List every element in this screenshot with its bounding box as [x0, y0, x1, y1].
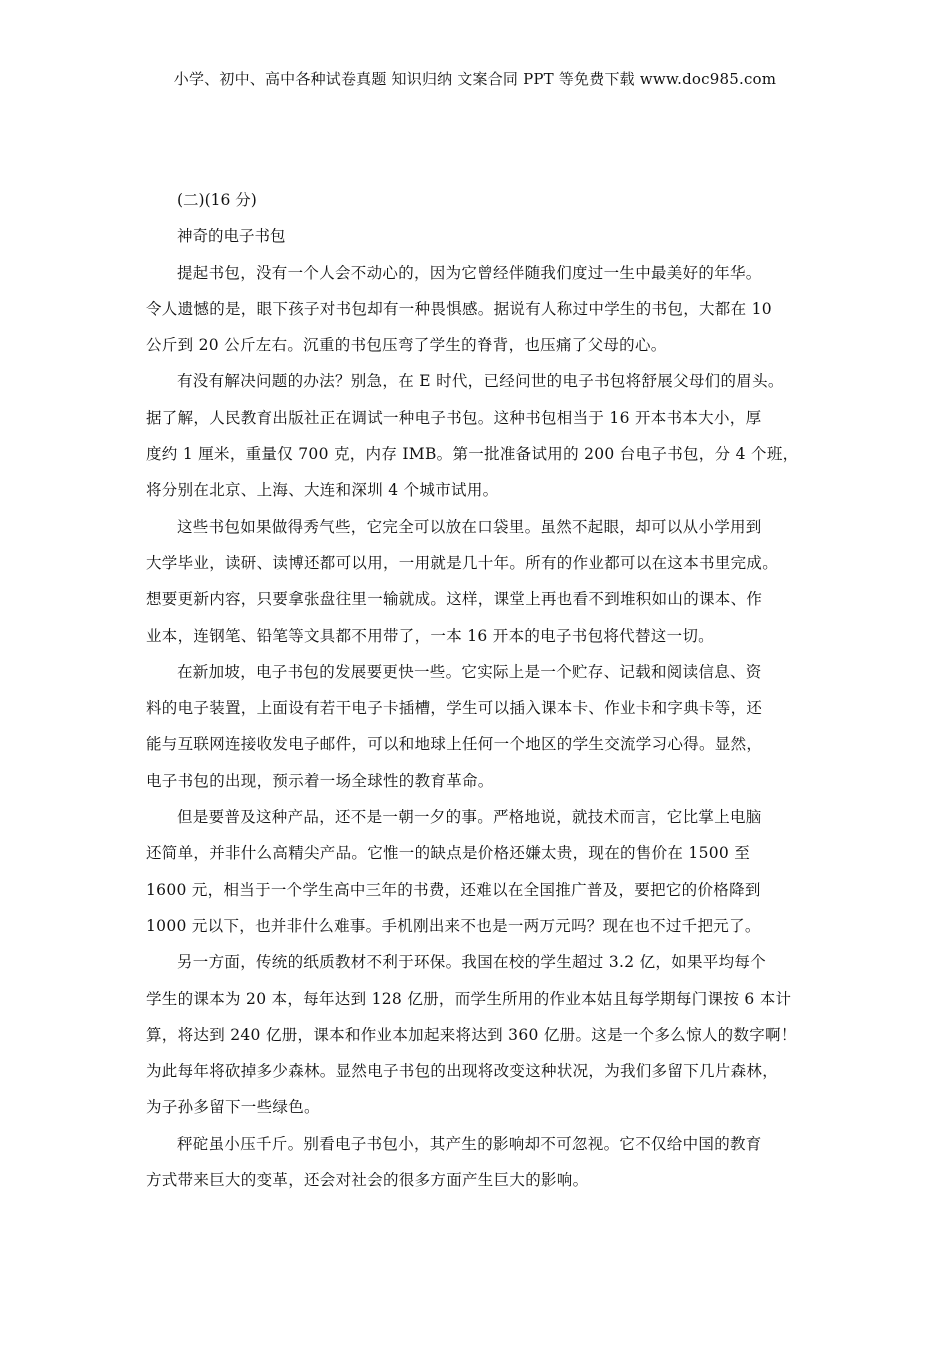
- paragraph: [146, 363, 818, 508]
- paragraph-line: 有没有解决问题的办法？别急，在 E 时代，已经问世的电子书包将舒展父母们的眉头。: [177, 372, 784, 391]
- paragraph-line: 令人遗憾的是，眼下孩子对书包却有一种畏惧感。据说有人称过中学生的书包，大都在 10: [146, 299, 772, 318]
- paragraph-line: 1600 元，相当于一个学生高中三年的书费，还难以在全国推广普及，要把它的价格降到: [146, 880, 761, 899]
- paragraph-line: 为子孙多留下一些绿色。: [146, 1098, 320, 1117]
- paragraph-line: 能与互联网连接收发电子邮件，可以和地球上任何一个地区的学生交流学习心得。显然，: [146, 735, 763, 754]
- paragraph-line: 想要更新内容，只要拿张盘往里一输就成。这样，课堂上再也看不到堆积如山的课本、作: [146, 590, 763, 609]
- document-body: [146, 182, 818, 1198]
- paragraph-line: 料的电子装置，上面设有若干电子卡插槽，学生可以插入课本卡、作业卡和字典卡等，还: [146, 699, 763, 718]
- paragraph-line: 这些书包如果做得秀气些，它完全可以放在口袋里。虽然不起眼，却可以从小学用到: [177, 517, 762, 536]
- paragraph: [146, 654, 818, 799]
- paragraph: [146, 1126, 818, 1199]
- paragraph-line: 另一方面，传统的纸质教材不利于环保。我国在校的学生超过 3.2 亿，如果平均每个: [177, 953, 767, 972]
- paragraph-line: 1000 元以下，也并非什么难事。手机刚出来不也是一两万元吗？现在也不过千把元了。: [146, 916, 761, 935]
- paragraph-line: 提起书包，没有一个人会不动心的，因为它曾经伴随我们度过一生中最美好的年华。: [177, 263, 762, 282]
- paragraph-line: 秤砣虽小压千斤。别看电子书包小，其产生的影响却不可忽视。它不仅给中国的教育: [177, 1134, 762, 1153]
- paragraph-line: 但是要普及这种产品，还不是一朝一夕的事。严格地说，就技术而言，它比掌上电脑: [177, 808, 762, 827]
- paragraph-line: 公斤到 20 公斤左右。沉重的书包压弯了学生的脊背，也压痛了父母的心。: [146, 336, 667, 355]
- paragraph-line: 业本，连钢笔、铅笔等文具都不用带了，一本 16 开本的电子书包将代替这一切。: [146, 626, 714, 645]
- paragraph-line: 算，将达到 240 亿册，课本和作业本加起来将达到 360 亿册。这是一个多么惊人的数字啊！: [146, 1025, 797, 1044]
- section-label: (二)(16 分): [177, 191, 257, 209]
- paragraph: [146, 255, 818, 364]
- article-title: 神奇的电子书包: [177, 227, 286, 246]
- paragraph-line: 为此每年将砍掉多少森林。显然电子书包的出现将改变这种状况，为我们多留下几片森林，: [146, 1062, 779, 1081]
- paragraph-line: 将分别在北京、上海、大连和深圳 4 个城市试用。: [146, 481, 499, 500]
- paragraph-line: 度约 1 厘米，重量仅 700 克，内存 IMB。第一批准备试用的 200 台电子书包，分 4 个班，: [146, 445, 799, 464]
- paragraph-line: 在新加坡，电子书包的发展要更快一些。它实际上是一个贮存、记载和阅读信息、资: [177, 662, 762, 681]
- paragraph-line: 还简单，并非什么高精尖产品。它惟一的缺点是价格还嫌太贵，现在的售价在 1500 至: [146, 844, 751, 863]
- paragraph-line: 学生的课本为 20 本，每年达到 128 亿册，而学生所用的作业本姑且每学期每门课按 6 本计: [146, 989, 792, 1008]
- page-header: 小学、初中、高中各种试卷真题 知识归纳 文案合同 PPT 等免费下载 www.doc985.com: [173, 70, 777, 88]
- paragraph-line: 大学毕业，读研、读博还都可以用，一用就是几十年。所有的作业都可以在这本书里完成。: [146, 553, 779, 572]
- paragraph-line: 方式带来巨大的变革，还会对社会的很多方面产生巨大的影响。: [146, 1171, 589, 1190]
- paragraph: [146, 944, 818, 1125]
- paragraph: [146, 799, 818, 944]
- paragraph-line: 电子书包的出现，预示着一场全球性的教育革命。: [146, 771, 494, 790]
- article-paragraphs: [146, 255, 818, 1199]
- paragraph-line: 据了解，人民教育出版社正在调试一种电子书包。这种书包相当于 16 开本书本大小，厚: [146, 408, 762, 427]
- paragraph: [146, 509, 818, 654]
